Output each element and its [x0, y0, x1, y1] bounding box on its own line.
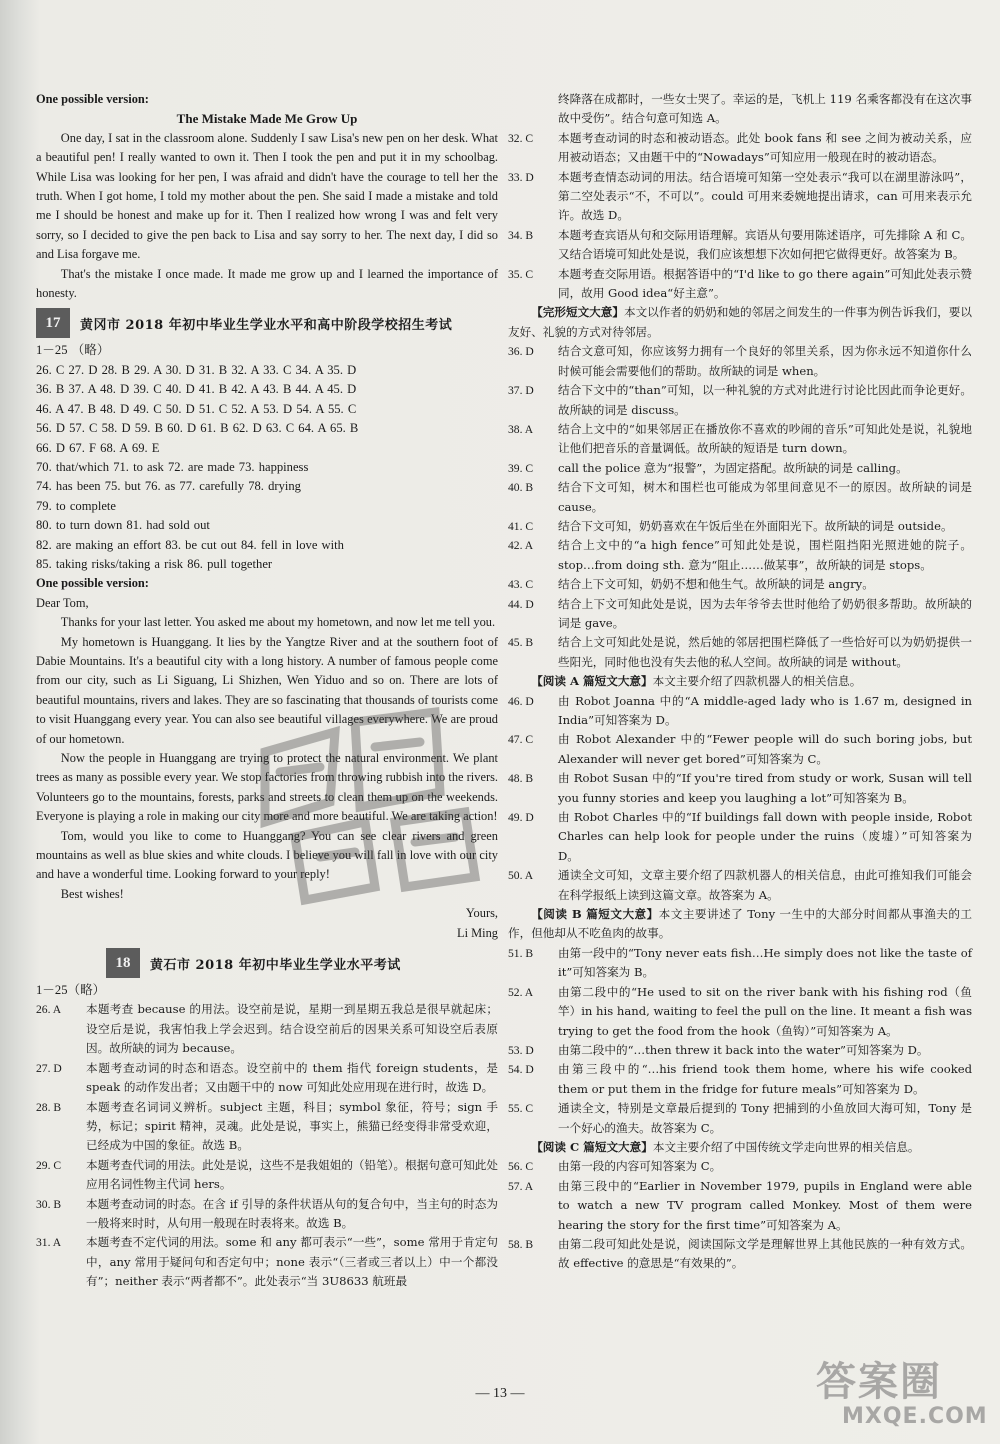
answer-text: 由第一段的内容可知答案为 C。 — [558, 1159, 722, 1174]
watermark-logo — [816, 1360, 994, 1440]
answer-key: 57. A — [508, 1179, 534, 1193]
summary-label: 【完形短文大意】 — [531, 305, 624, 320]
answer-key: 52. A — [508, 985, 534, 999]
answer-explanation — [508, 381, 972, 420]
answer-text: 本题考查名词词义辨析。subject 主题，科目；symbol 象征，符号；sign 手势，标记；spirit 精神，灵魂。此处是说，事实上，熊猫已经变得非常受欢迎，已经成为中国的象征。故选 B。 — [86, 1099, 498, 1153]
essay2-closing: Yours, — [465, 906, 498, 921]
summary-label: 【阅读 B 篇短文大意】 — [531, 907, 659, 922]
answer-key: 28. B — [36, 1100, 62, 1114]
passage-summary — [508, 672, 972, 691]
answer-text: 由第二段中的“He used to sit on the river bank with his fishing rod（鱼竿）in his hand, waiting to feel the pull on the line. It meant a fish was trying to get the food from the hook（鱼钩）”可知答案为 A。 — [558, 984, 973, 1038]
answer-explanation — [36, 1233, 498, 1291]
answer-continuation — [508, 90, 972, 129]
answer-line: 56. D 57. C 58. D 59. B 60. D 61. B 62. D 63. C 64. A 65. B — [36, 421, 359, 436]
right-column — [508, 90, 972, 1274]
answer-text: 本题考查动词的时态和被动语态。此处 book fans 和 see 之间为被动关系，应用被动语态；又由题干中的“Nowadays”可知应用一般现在时的被动语态。 — [558, 130, 972, 165]
answer-explanation — [508, 944, 972, 983]
section-number: 17 — [36, 308, 70, 338]
answer-line: 1－25（略） — [36, 983, 106, 998]
answer-explanation — [508, 633, 972, 672]
answer-text: 结合上文中的“a high fence”可知此处是说，围栏阻挡阳光照进她的院子。stop…from doing sth. 意为“阻止……做某事”，故所缺的词是 stops。 — [558, 538, 972, 572]
answer-explanation — [508, 595, 972, 634]
answer-key: 50. A — [508, 869, 534, 883]
summary-text: 本文主要介绍了四款机器人的相关信息。 — [652, 674, 862, 689]
answer-line: 1－25 （略） — [36, 343, 110, 358]
answer-line: 46. A 47. B 48. D 49. C 50. D 51. C 52. A 53. D 54. A 55. C — [36, 401, 357, 416]
answer-text: 终降落在成都时，一些女士哭了。幸运的是，飞机上 119 名乘客都没有在这次事故中受伤”。结合句意可知选 A。 — [558, 92, 972, 126]
essay2-paragraph: Now the people in Huanggang are trying to protect the natural environment. We plant trees as many as possible every year. We stop factories from throwing rubbish into the rivers. Volunteers go to the mountains, forests, parks and streets to clean them up on the weekends. Everyone is playing a role in making our city more and more beautiful. We are taking action! — [36, 751, 498, 824]
answer-line: 66. D 67. F 68. A 69. E — [36, 440, 160, 455]
section-number: 18 — [106, 948, 140, 978]
answer-key: 53. D — [508, 1043, 534, 1057]
essay2-paragraph: My hometown is Huanggang. It lies by the Yangtze River and at the southern foot of Dabie Mountains. It's a beautiful city with a long history. A number of famous people come from our city, such as Li Siguang, Li Shizhen, Wen Yiduo and so on. There are lots of beautiful mountains, rivers and lakes. They are so fascinating that thousands of tourists come to visit Huanggang every year. You can also see beautiful villages everywhere. We are proud of our hometown. — [36, 634, 498, 746]
answer-key: 32. C — [508, 131, 534, 145]
answer-key: 54. D — [508, 1063, 534, 1077]
answer-text: 由 Robot Alexander 中的“Fewer people will do such boring jobs, but Alexander will never get bored”可知答案为 C。 — [558, 732, 972, 766]
answer-key: 46. D — [508, 694, 534, 708]
answer-key: 41. C — [508, 519, 534, 533]
answer-key: 37. D — [508, 384, 534, 398]
answer-key: 43. C — [508, 578, 534, 592]
answer-key: 49. D — [508, 811, 534, 825]
answer-key: 48. B — [508, 772, 534, 786]
essay2-paragraph: Thanks for your last letter. You asked me about my hometown, and now let me tell you. — [60, 615, 496, 630]
answer-text: 本题考查不定代词的用法。some 和 any 都可表示“一些”，some 常用于肯定句中，any 常用于疑问句和否定句中；none 表示“（三者或三者以上）中一个都没有”；neither 表示“两者都不”。此处表示“当 3U8633 航班最 — [86, 1235, 498, 1289]
essay1-label: One possible version: — [36, 92, 149, 106]
answer-text: 通读全文可知，文章主要介绍了四款机器人的相关信息，由此可推知我们可能会在科学报纸上读到这篇文章。故答案为 A。 — [558, 868, 972, 902]
answer-text: 本题考查宾语从句和交际用语理解。宾语从句要用陈述语序，可先排除 A 和 C。又结合语境可知此处是说，我们应该想想下次如何把它做得更好。故答案为 B。 — [558, 227, 972, 262]
answer-key: 45. B — [508, 636, 534, 650]
answer-explanation — [508, 517, 972, 536]
answer-explanation — [508, 1060, 972, 1099]
answer-text: 由第二段可知此处是说，阅读国际文学是理解世界上其他民族的一种有效方式。故 effective 的意思是“有效果的”。 — [558, 1236, 972, 1271]
answer-explanation — [508, 342, 972, 381]
answer-text: 通读全文，特别是文章最后提到的 Tony 把捕到的小鱼放回大海可知，Tony 是一个好心的渔夫。故答案为 C。 — [558, 1101, 972, 1135]
answer-explanation — [36, 1098, 498, 1156]
answer-explanation — [36, 1156, 498, 1195]
answer-explanation — [36, 1059, 498, 1098]
watermark-logo-text: 答案圈 — [816, 1359, 942, 1405]
passage-summary — [508, 303, 972, 342]
answer-text: 结合上下文可知此处是说，因为去年爷爷去世时他给了奶奶很多帮助。故所缺的词是 gave。 — [558, 596, 972, 630]
watermark-url: MXQE.COM — [842, 1404, 988, 1429]
answer-explanation — [508, 808, 972, 866]
answer-text: 本题考查动词的时态和语态。设空前中的 them 指代 foreign students，是 speak 的动作发出者；又由题干中的 now 可知此处应用现在进行时，故选 D。 — [86, 1060, 498, 1095]
answer-explanation — [508, 1157, 972, 1176]
answer-text: 结合上文中的“如果邻居正在播放你不喜欢的吵闹的音乐”可知此处是说，礼貌地让他们把音乐的音量调低。故所缺的短语是 turn down。 — [558, 421, 972, 456]
summary-text: 本文以作者的奶奶和她的邻居之间发生的一件事为例告诉我们，要以友好、礼貌的方式对待邻居。 — [508, 305, 972, 339]
answer-key: 44. D — [508, 597, 534, 611]
answer-text: 本题考查情态动词的用法。结合语境可知第一空处表示“我可以在湖里游泳吗”，第二空处表示“不，不可以”。could 可用来委婉地提出请求，can 可用来表示允许。故选 D。 — [558, 169, 972, 223]
answer-explanation — [508, 168, 972, 226]
answer-key: 35. C — [508, 267, 534, 281]
answer-line: 80. to turn down 81. had sold out — [36, 518, 210, 533]
answer-explanation — [508, 1235, 972, 1274]
answer-key: 26. A — [36, 1003, 62, 1017]
answer-key: 33. D — [508, 170, 534, 184]
page-number: — 13 — — [475, 1386, 525, 1401]
answer-explanation — [508, 692, 972, 731]
answer-key: 58. B — [508, 1237, 534, 1251]
section-18-header — [106, 948, 498, 978]
answer-explanation — [508, 226, 972, 265]
essay2-signature: Li Ming — [457, 925, 498, 940]
answer-explanation — [508, 866, 972, 905]
answer-text: 结合上文可知此处是说，然后她的邻居把围栏降低了一些恰好可以为奶奶提供一些阳光，同时他也没有失去他的私人空间。故所缺的词是 without。 — [558, 635, 972, 669]
essay1-paragraph: That's the mistake I once made. It made me grow up and I learned the importance of honesty. — [36, 266, 498, 301]
answer-key: 38. A — [508, 422, 534, 436]
answer-key: 39. C — [508, 461, 534, 475]
answer-key: 31. A — [36, 1236, 62, 1250]
answer-text: 结合下文中的“than”可知，以一种礼貌的方式对此进行讨论比因此而争论更好。故所缺的词是 discuss。 — [558, 383, 972, 417]
essay2-greeting: Dear Tom, — [36, 595, 89, 610]
answer-explanation — [508, 420, 972, 459]
passage-summary — [508, 1138, 972, 1157]
answer-line: 70. that/which 71. to ask 72. are made 73. happiness — [36, 459, 309, 474]
answer-explanation — [508, 129, 972, 168]
summary-text: 本文主要讲述了 Tony 一生中的大部分时间都从事渔夫的工作，但他却从不吃鱼肉的故事。 — [508, 907, 973, 941]
answer-key: 42. A — [508, 539, 534, 553]
answer-line: 74. has been 75. but 76. as 77. carefully 78. drying — [36, 479, 301, 494]
answer-explanation — [508, 575, 972, 594]
answer-explanation — [508, 983, 972, 1041]
answer-key: 51. B — [508, 946, 534, 960]
answer-line: 26. C 27. D 28. B 29. A 30. D 31. B 32. A 33. C 34. A 35. D — [36, 362, 357, 377]
answer-explanation — [508, 459, 972, 478]
answer-text: 结合上下文可知，奶奶不想和他生气。故所缺的词是 angry。 — [558, 577, 874, 592]
section-title: 黄冈市 2018 年初中毕业生学业水平和高中阶段学校招生考试 — [80, 317, 453, 333]
answer-key: 40. B — [508, 481, 534, 495]
answer-line: 79. to complete — [36, 498, 116, 513]
answer-key: 47. C — [508, 733, 534, 747]
answer-key: 36. D — [508, 345, 534, 359]
answer-key: 34. B — [508, 228, 534, 242]
answer-text: 由 Robot Joanna 中的“A middle-aged lady who is 1.67 m, designed in India”可知答案为 D。 — [558, 693, 972, 727]
answer-key: 55. C — [508, 1102, 534, 1116]
answer-text: 由第二段中的“…then threw it back into the water”可知答案为 D。 — [558, 1042, 929, 1057]
essay2-paragraph: Tom, would you like to come to Huanggang? You can see clear rivers and green mountains as well as blue skies and white clouds. I believe you will fall in love with our city and have a wonderful time. Looking forward to your reply! — [36, 828, 498, 882]
answer-line: 82. are making an effort 83. be cut out 84. fell in love with — [36, 537, 344, 552]
answer-text: call the police 意为“报警”，为固定搭配。故所缺的词是 calling。 — [558, 460, 908, 475]
section-17-header — [36, 308, 498, 338]
essay1-title: The Mistake Made Me Grow Up — [176, 111, 358, 127]
answer-text: 本题考查代词的用法。此处是说，这些不是我姐姐的（铅笔）。根据句意可知此处应用名词性物主代词 hers。 — [86, 1157, 498, 1192]
answer-text: 结合下文可知，树木和围栏也可能成为邻里间意见不一的原因。故所缺的词是 cause。 — [558, 480, 972, 514]
summary-label: 【阅读 A 篇短文大意】 — [531, 674, 653, 689]
answer-explanation — [36, 1000, 498, 1058]
answer-text: 结合文意可知，你应该努力拥有一个良好的邻里关系，因为你永远不知道你什么时候可能会需要他们的帮助。故所缺的词是 when。 — [558, 344, 972, 378]
answer-key: 27. D — [36, 1061, 62, 1075]
answer-explanation — [508, 536, 972, 575]
answer-explanation — [508, 478, 972, 517]
answer-text: 本题考查动词的时态。在含 if 引导的条件状语从句的复合句中，当主句的时态为一般将来时时，从句用一般现在时表将来。故选 B。 — [86, 1196, 498, 1230]
essay1-paragraph: One day, I sat in the classroom alone. Suddenly I saw Lisa's new pen on her desk. What a beautiful pen! I really wanted to own it. Then I took the pen and put it in my schoolbag. While Lisa was looking for her pen, I was afraid and didn't have the courage to tell her the truth. When I got home, I told my mother about the pen. She said I made a mistake and told me I should be honest and make up for it. Then I realized how wrong I was and felt very sorry, so I decided to give the pen back to Lisa and say sorry to her. The next day, I did so and Lisa forgave me. — [36, 130, 498, 262]
summary-label: 【阅读 C 篇短文大意】 — [531, 1139, 653, 1154]
answer-explanation — [508, 265, 972, 304]
section-title: 黄石市 2018 年初中毕业生学业水平考试 — [150, 957, 401, 973]
answer-explanation — [508, 769, 972, 808]
answer-text: 由 Robot Charles 中的“If buildings fall down with people inside, Robot Charles can help look for people under the ruins（废墟）”可知答案为 D。 — [558, 810, 972, 863]
answer-explanation — [508, 1099, 972, 1138]
answer-key-17 — [36, 341, 498, 574]
answer-key: 56. C — [508, 1160, 534, 1174]
answer-text: 本题考查交际用语。根据答语中的“I'd like to go there again”可知此处表示赞同，故用 Good idea“好主意”。 — [558, 266, 972, 301]
answer-explanation — [508, 1177, 972, 1235]
answer-text: 由第三段中的“…his friend took them home, where his wife cooked them or put them in the fridge for future meals”可知答案为 D。 — [558, 1062, 972, 1096]
answer-text: 由 Robot Susan 中的“If you're tired from study or work, Susan will tell you funny stories and keep you laughing a lot”可知答案为 B。 — [558, 771, 972, 805]
answer-text: 由第一段中的“Tony never eats fish…He simply does not like the taste of it”可知答案为 B。 — [558, 945, 972, 980]
answer-text: 结合下文可知，奶奶喜欢在午饭后坐在外面阳光下。故所缺的词是 outside。 — [558, 518, 953, 533]
answer-explanation — [508, 730, 972, 769]
answer-text: 由第三段中的“Earlier in November 1979, pupils in England were able to watch a new TV program called Monkey. Most of them were hearing the story for the first time”可知答案为 A。 — [558, 1178, 972, 1232]
answer-text: 本题考查 because 的用法。设空前是说，星期一到星期五我总是很早就起床；设空后是说，我害怕我上学会迟到。结合设空前后的因果关系可知设空后表原因。故所缺的词为 because。 — [86, 1002, 498, 1056]
answer-key: 30. B — [36, 1197, 62, 1211]
answer-key: 29. C — [36, 1158, 62, 1172]
answer-line: 85. taking risks/taking a risk 86. pull together — [36, 556, 273, 571]
answer-explanation — [36, 1195, 498, 1234]
answer-line: 36. B 37. A 48. D 39. C 40. D 41. B 42. A 43. B 44. A 45. D — [36, 382, 357, 397]
passage-summary — [508, 905, 972, 944]
answer-explanation — [508, 1041, 972, 1060]
stamp-mark — [235, 672, 500, 912]
essay2-paragraph: Best wishes! — [60, 886, 124, 901]
essay2-label: One possible version: — [36, 576, 149, 591]
summary-text: 本文主要介绍了中国传统文学走向世界的相关信息。 — [652, 1139, 920, 1154]
